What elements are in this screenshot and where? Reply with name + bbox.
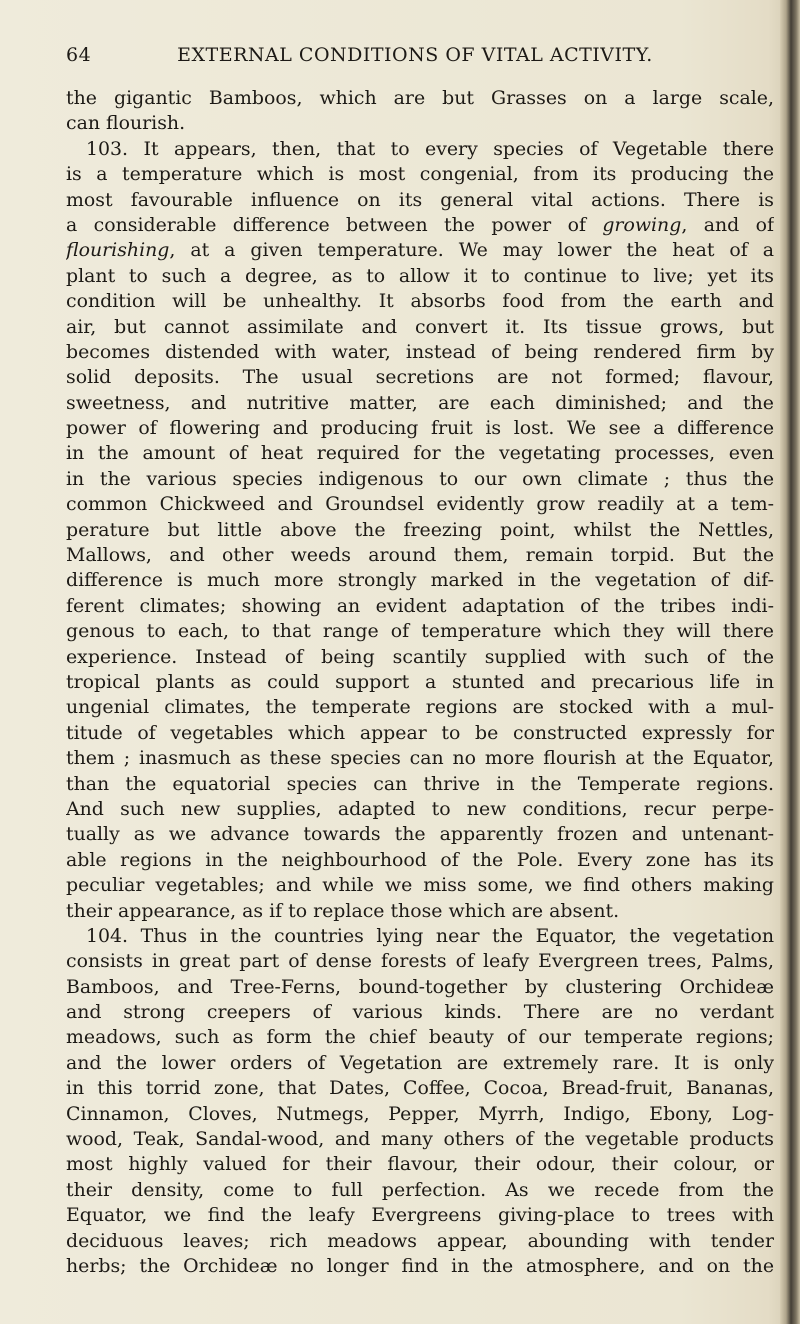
text-line: air, but cannot assimilate and convert it. Its tissue grows, but <box>66 315 774 338</box>
text-line: ferent climates; showing an evident adaptation of the tribes indi- <box>66 594 774 617</box>
text-line: Equator, we find the leafy Evergreens giving-place to trees with <box>66 1204 774 1227</box>
text-line: the gigantic Bamboos, which are but Grasses on a large scale, <box>66 87 774 109</box>
text-line: power of flowering and producing fruit is lost. We see a difference <box>66 417 774 440</box>
text-line: can flourish. <box>66 112 186 135</box>
text-line: titude of vegetables which appear to be constructed expressly for <box>66 721 774 744</box>
text-line: deciduous leaves; rich meadows appear, abounding with tender <box>66 1229 774 1252</box>
text-line: consists in great part of dense forests of leafy Evergreen trees, Palms, <box>66 950 774 973</box>
page-gutter-edge <box>780 0 800 1324</box>
text-line: experience. Instead of being scantily supplied with such of the <box>66 645 774 668</box>
text-line: is a temperature which is most congenial, from its producing the <box>66 163 774 186</box>
text-line: Mallows, and other weeds around them, remain torpid. But the <box>66 544 774 567</box>
text-line: in the various species indigenous to our own climate ; thus the <box>66 467 774 490</box>
running-title: EXTERNAL CONDITIONS OF VITAL ACTIVITY. <box>177 44 653 66</box>
text-line: Cinnamon, Cloves, Nutmegs, Pepper, Myrrh, Indigo, Ebony, Log- <box>66 1102 774 1125</box>
text-line: tropical plants as could support a stunted and precarious life in <box>66 670 774 693</box>
text-line: herbs; the Orchideæ no longer find in the atmosphere, and on the <box>66 1254 774 1277</box>
text-line: perature but little above the freezing point, whilst the Nettles, <box>66 518 774 541</box>
text-line: a considerable difference between the power of growing, and of <box>66 213 774 236</box>
text-line: in this torrid zone, that Dates, Coffee, Cocoa, Bread-fruit, Bananas, <box>66 1077 774 1100</box>
text-line: than the equatorial species can thrive in the Temperate regions. <box>66 772 774 795</box>
page-number: 64 <box>66 44 92 66</box>
page-header <box>66 44 764 74</box>
text-line: flourishing, at a given temperature. We may lower the heat of a <box>66 239 774 262</box>
text-line: 104. Thus in the countries lying near the Equator, the vegetation <box>86 924 774 947</box>
body-text <box>66 86 774 1279</box>
text-line: ungenial climates, the temperate regions are stocked with a mul- <box>66 696 774 719</box>
text-line: condition will be unhealthy. It absorbs food from the earth and <box>66 290 774 313</box>
text-line: common Chickweed and Groundsel evidently grow readily at a tem- <box>66 493 774 516</box>
text-line: solid deposits. The usual secretions are not formed; flavour, <box>66 366 774 389</box>
text-line: them ; inasmuch as these species can no more flourish at the Equator, <box>66 747 774 770</box>
text-line: sweetness, and nutritive matter, are each diminished; and the <box>66 391 774 414</box>
text-line: in the amount of heat required for the vegetating processes, even <box>66 442 774 465</box>
text-line: meadows, such as form the chief beauty of our temperate regions; <box>66 1026 774 1049</box>
text-line: most highly valued for their flavour, their odour, their colour, or <box>66 1153 774 1176</box>
text-line: tually as we advance towards the apparently frozen and untenant- <box>66 823 774 846</box>
text-line: plant to such a degree, as to allow it to continue to live; yet its <box>66 264 774 287</box>
text-line: able regions in the neighbourhood of the Pole. Every zone has its <box>66 848 774 871</box>
text-line: most favourable influence on its general vital actions. There is <box>66 188 774 211</box>
text-line: becomes distended with water, instead of being rendered firm by <box>66 340 774 363</box>
text-line: and strong creepers of various kinds. There are no verdant <box>66 1001 774 1024</box>
text-line: peculiar vegetables; and while we miss some, we find others making <box>66 874 774 897</box>
text-line: 103. It appears, then, that to every species of Vegetable there <box>86 137 774 160</box>
text-line: Bamboos, and Tree-Ferns, bound-together by clustering Orchideæ <box>66 975 774 998</box>
text-line: their appearance, as if to replace those which are absent. <box>66 899 620 922</box>
text-line: genous to each, to that range of temperature which they will there <box>66 620 774 643</box>
text-line: and the lower orders of Vegetation are extremely rare. It is only <box>66 1051 774 1074</box>
text-line: their density, come to full perfection. As we recede from the <box>66 1178 774 1201</box>
text-line: difference is much more strongly marked in the vegetation of dif- <box>66 569 774 592</box>
text-line: wood, Teak, Sandal-wood, and many others of the vegetable products <box>66 1128 774 1151</box>
text-line: And such new supplies, adapted to new conditions, recur perpe- <box>66 797 774 820</box>
